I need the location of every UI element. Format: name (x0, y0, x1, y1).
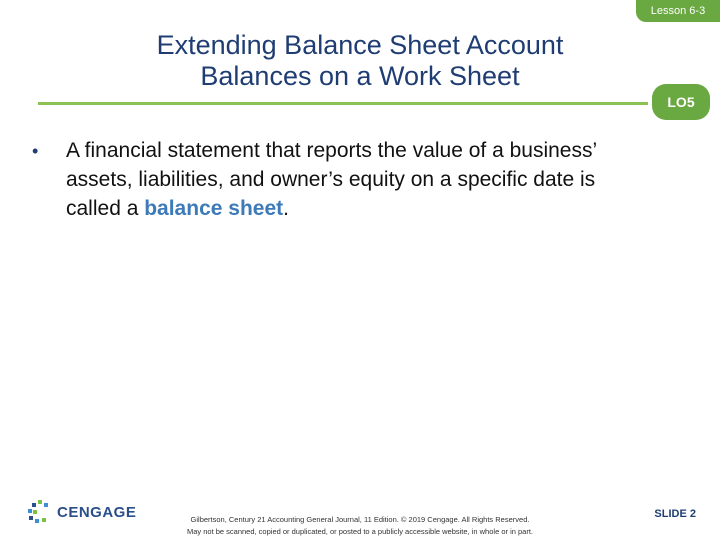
copyright-notice (140, 514, 580, 538)
definition-text: A financial statement that reports the value of a business’ assets, liabilities, and owner’s equity on a specific date is called a (66, 139, 597, 220)
title-divider (38, 102, 648, 105)
bullet-icon: • (32, 141, 39, 161)
slide-content (32, 136, 622, 223)
cengage-logo-icon (28, 500, 52, 524)
bullet-item (32, 136, 622, 223)
cengage-logo-text: CENGAGE (57, 503, 137, 521)
key-term: balance sheet (144, 197, 284, 220)
learning-objective-badge: LO5 (652, 84, 710, 120)
slide-title (100, 30, 620, 92)
copyright-line-2: May not be scanned, copied or duplicated, or posted to a publicly accessible website, in whole or in part. (186, 527, 534, 536)
slide-title-line-2: Balances on a Work Sheet (200, 61, 520, 91)
copyright-line-1: Gilbertson, Century 21 Accounting General Journal, 11 Edition. © 2019 Cengage. All Rights Reserved. (190, 515, 530, 524)
definition-end: . (283, 197, 289, 220)
slide-number: SLIDE 2 (654, 508, 696, 520)
lesson-tab: Lesson 6-3 (636, 0, 720, 22)
cengage-logo (28, 500, 136, 524)
bullet-text (66, 136, 622, 223)
slide-title-line-1: Extending Balance Sheet Account (156, 30, 564, 60)
